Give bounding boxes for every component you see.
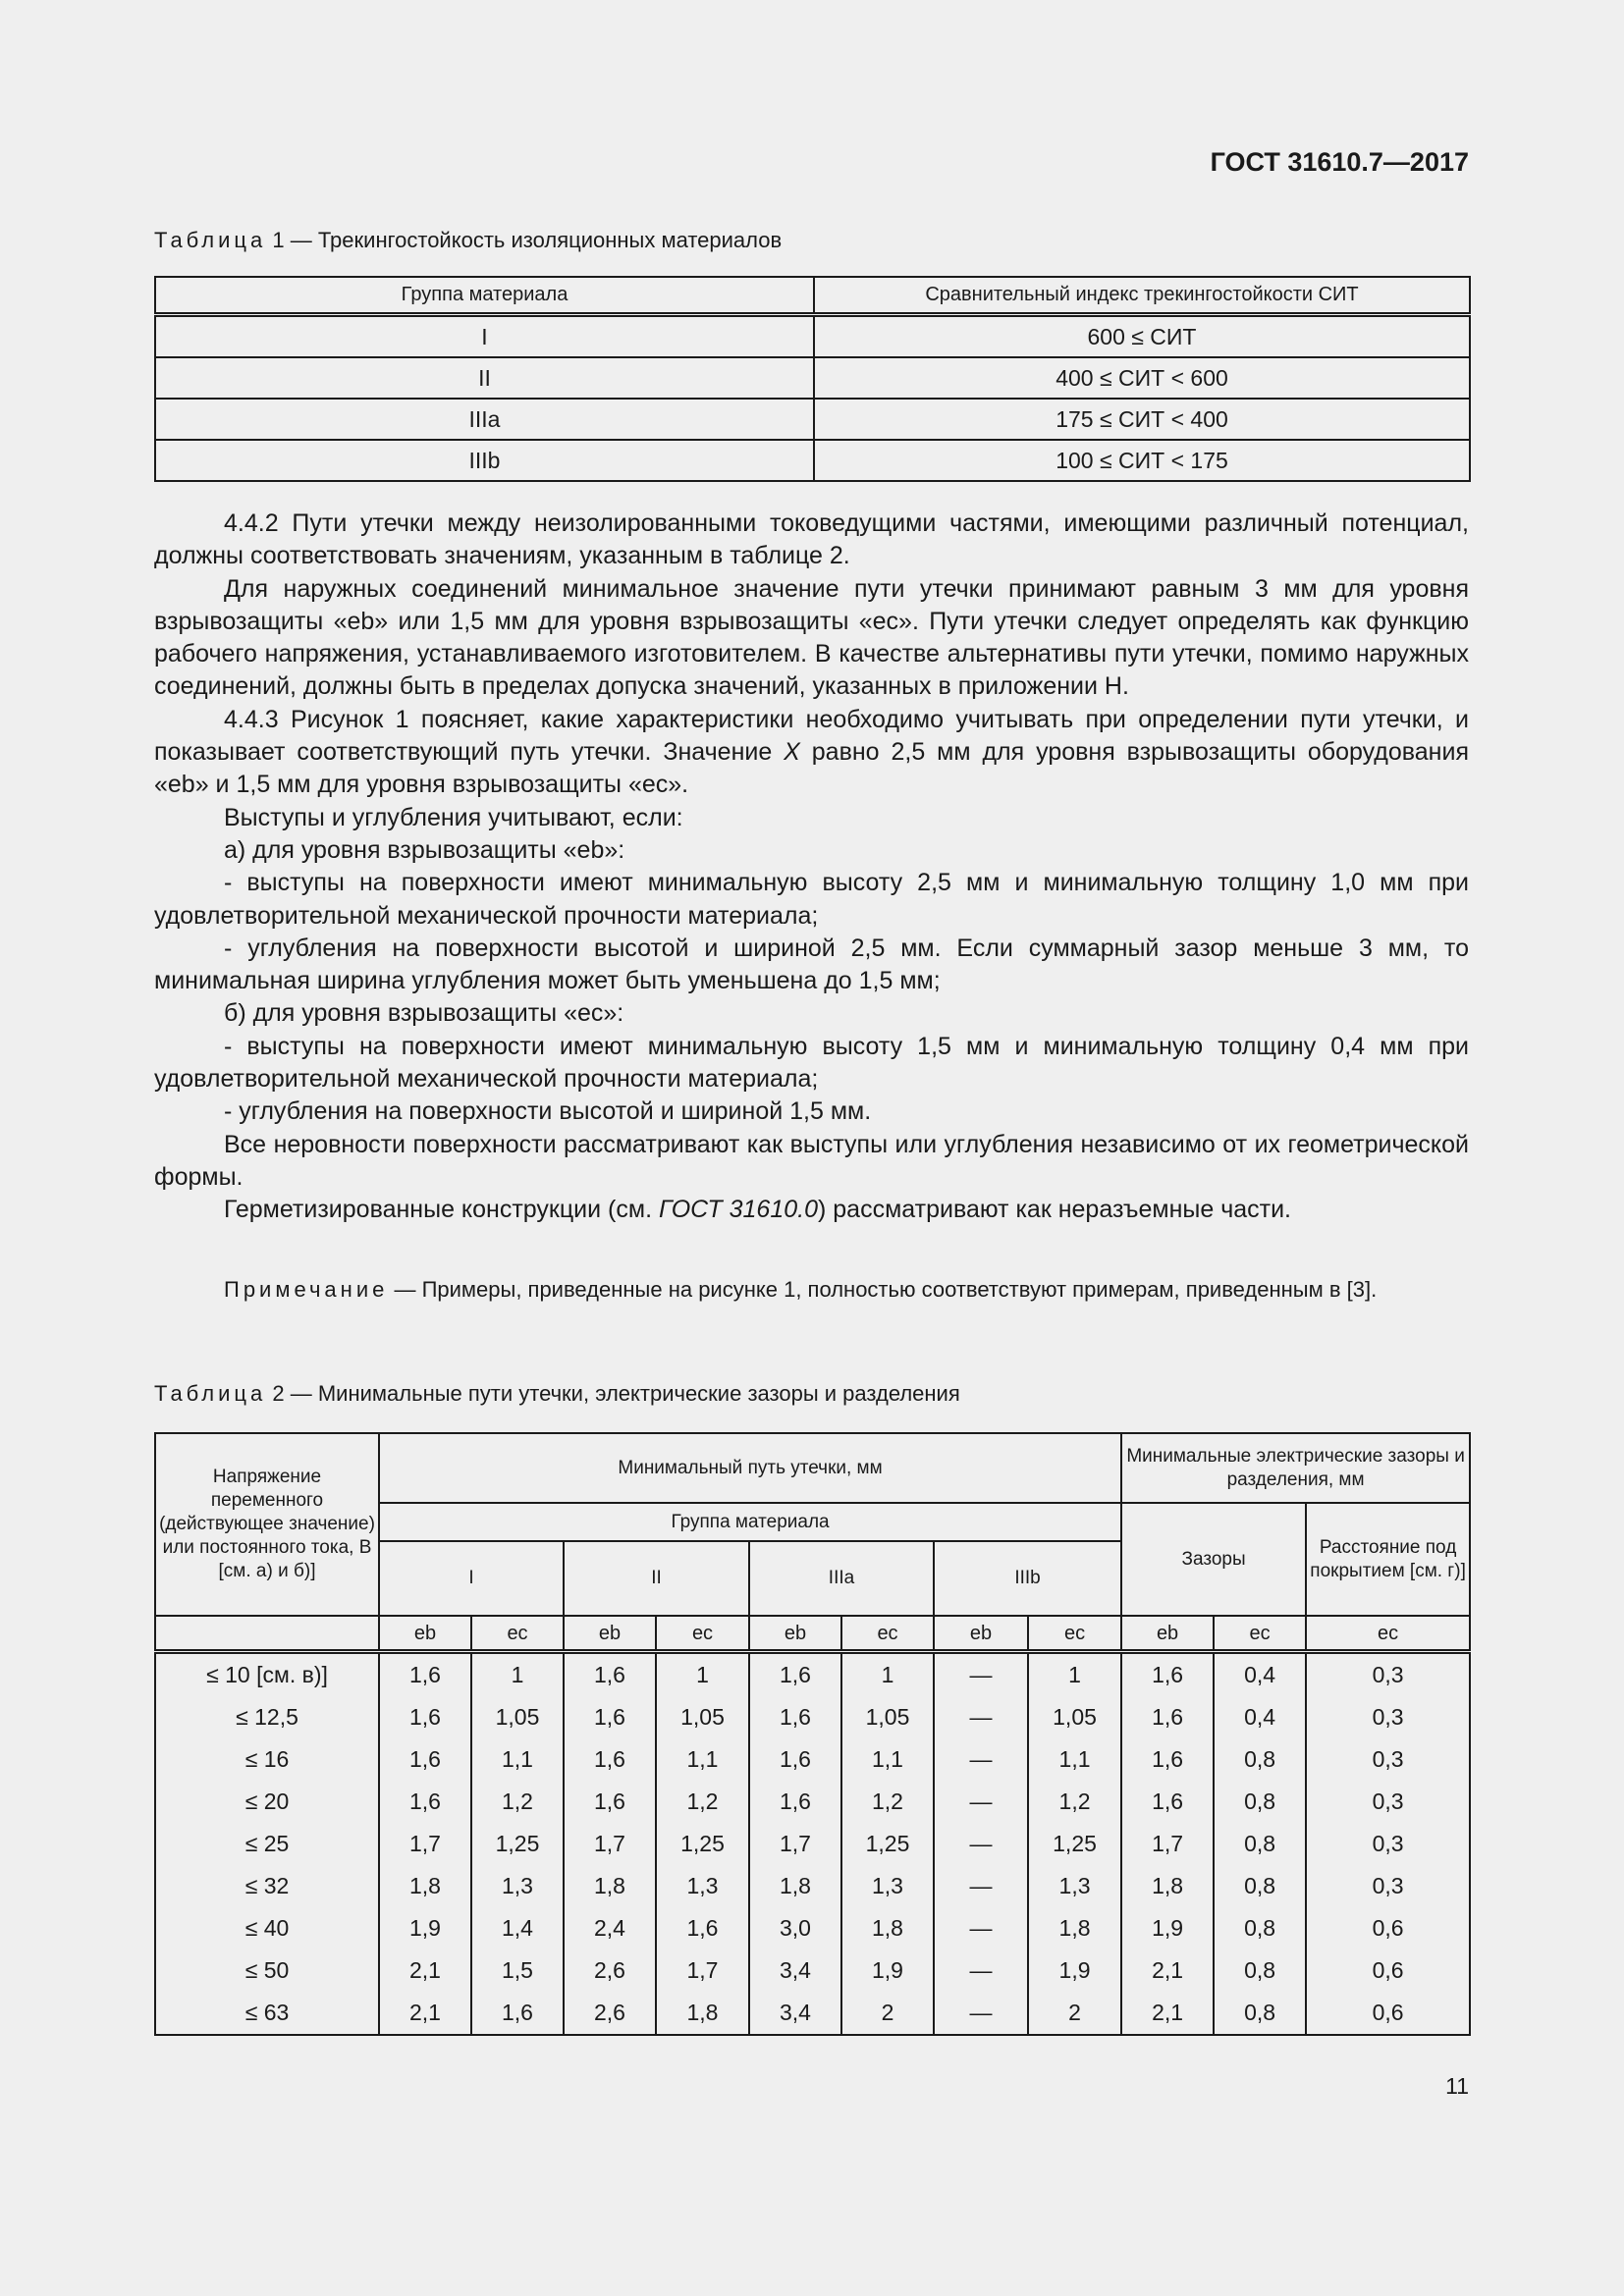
value-cell: 1 <box>841 1652 934 1697</box>
value-cell: — <box>934 1907 1028 1949</box>
value-cell: 0,8 <box>1214 1823 1306 1865</box>
caption-label: Таблица <box>154 1381 267 1406</box>
value-cell: 0,4 <box>1214 1652 1306 1697</box>
tracking-resistance-table <box>154 276 1471 482</box>
value-cell: 1,7 <box>564 1823 656 1865</box>
value-cell: 1,7 <box>379 1823 471 1865</box>
value-cell: 1,25 <box>656 1823 749 1865</box>
value-cell: 1,6 <box>749 1652 841 1697</box>
value-cell: 2,1 <box>1121 1949 1214 1992</box>
paragraph <box>154 704 1469 802</box>
header-cti: Сравнительный индекс трекингостойкости СИТ <box>814 277 1470 315</box>
value-cell: 1,1 <box>841 1738 934 1781</box>
paragraph <box>154 997 1469 1030</box>
value-cell: 2,4 <box>564 1907 656 1949</box>
header-level: ec <box>1028 1616 1121 1652</box>
value-cell: 2,6 <box>564 1992 656 2035</box>
value-cell: 0,8 <box>1214 1907 1306 1949</box>
value-cell: 1,6 <box>1121 1652 1214 1697</box>
value-cell: 3,4 <box>749 1949 841 1992</box>
material-group: II <box>155 357 814 399</box>
note <box>154 1274 1469 1305</box>
cti-value: 175 ≤ СИТ < 400 <box>814 399 1470 440</box>
value-cell: — <box>934 1992 1028 2035</box>
value-cell: 0,3 <box>1306 1696 1470 1738</box>
value-cell: — <box>934 1865 1028 1907</box>
table-row <box>155 1738 1470 1781</box>
table-row <box>155 399 1470 440</box>
value-cell: 0,8 <box>1214 1781 1306 1823</box>
header-empty <box>155 1616 379 1652</box>
value-cell: 1,25 <box>1028 1823 1121 1865</box>
value-cell: 1 <box>656 1652 749 1697</box>
value-cell: — <box>934 1652 1028 1697</box>
value-cell: 2,6 <box>564 1949 656 1992</box>
value-cell: 3,0 <box>749 1907 841 1949</box>
value-cell: 1 <box>471 1652 564 1697</box>
paragraph <box>154 507 1469 573</box>
value-cell: 0,3 <box>1306 1652 1470 1697</box>
value-cell: 0,8 <box>1214 1865 1306 1907</box>
value-cell: 1,6 <box>749 1738 841 1781</box>
table-row <box>155 357 1470 399</box>
table-row <box>155 1823 1470 1865</box>
cti-value: 100 ≤ СИТ < 175 <box>814 440 1470 481</box>
header-group-iiib: IIIb <box>934 1541 1121 1616</box>
voltage-cell: ≤ 25 <box>155 1823 379 1865</box>
value-cell: 0,8 <box>1214 1738 1306 1781</box>
value-cell: 1,6 <box>379 1738 471 1781</box>
value-cell: 1,8 <box>656 1992 749 2035</box>
header-group-i: I <box>379 1541 564 1616</box>
header-voltage: Напряжение переменного (действующее значение) или постоянного тока, В [см. а) и б)] <box>155 1433 379 1616</box>
value-cell: 1,1 <box>1028 1738 1121 1781</box>
voltage-cell: ≤ 32 <box>155 1865 379 1907</box>
value-cell: — <box>934 1949 1028 1992</box>
value-cell: 0,6 <box>1306 1992 1470 2035</box>
value-cell: 1,8 <box>1121 1865 1214 1907</box>
value-cell: 1,1 <box>656 1738 749 1781</box>
header-material-group: Группа материала <box>379 1503 1121 1541</box>
table-row <box>155 1949 1470 1992</box>
value-cell: 1,6 <box>379 1652 471 1697</box>
text-segment: - выступы на поверхности имеют минимальную высоту 2,5 мм и минимальную толщину 1,0 мм при удовлетворительной механической прочности материала; <box>154 869 1469 930</box>
value-cell: 1,1 <box>471 1738 564 1781</box>
table-row <box>155 1781 1470 1823</box>
caption-label: Таблица <box>154 228 267 252</box>
note-text: — Примеры, приведенные на рисунке 1, полностью соответствуют примерам, приведенным в [3]. <box>388 1277 1378 1302</box>
value-cell: 1,3 <box>1028 1865 1121 1907</box>
header-level: ec <box>656 1616 749 1652</box>
value-cell: 1,6 <box>564 1738 656 1781</box>
value-cell: — <box>934 1781 1028 1823</box>
table-row <box>155 1907 1470 1949</box>
table-row <box>155 315 1470 358</box>
header-material-group: Группа материала <box>155 277 814 315</box>
value-cell: 0,6 <box>1306 1907 1470 1949</box>
paragraph <box>154 1129 1469 1195</box>
text-segment: - выступы на поверхности имеют минимальную высоту 1,5 мм и минимальную толщину 0,4 мм при удовлетворительной механической прочности материала; <box>154 1032 1469 1094</box>
text-segment: Выступы и углубления учитывают, если: <box>224 803 683 831</box>
value-cell: — <box>934 1738 1028 1781</box>
body-text <box>154 507 1469 1227</box>
header-level: ec <box>841 1616 934 1652</box>
header-group-ii: II <box>564 1541 749 1616</box>
value-cell: 1,7 <box>1121 1823 1214 1865</box>
value-cell: 1,6 <box>471 1992 564 2035</box>
material-group: IIIb <box>155 440 814 481</box>
paragraph <box>154 933 1469 998</box>
header-level: eb <box>749 1616 841 1652</box>
value-cell: 2 <box>1028 1992 1121 2035</box>
header-level: ec <box>1306 1616 1470 1652</box>
header-creepage: Минимальный путь утечки, мм <box>379 1433 1121 1503</box>
value-cell: 0,8 <box>1214 1949 1306 1992</box>
header-clearance: Минимальные электрические зазоры и разделения, мм <box>1121 1433 1470 1503</box>
text-segment: Все неровности поверхности рассматривают как выступы или углубления независимо от их геометрической формы. <box>154 1130 1469 1191</box>
table1-caption <box>154 228 782 253</box>
header-level: eb <box>379 1616 471 1652</box>
header-level: eb <box>564 1616 656 1652</box>
paragraph <box>154 1095 1469 1128</box>
value-cell: 0,4 <box>1214 1696 1306 1738</box>
text-segment: равно 2,5 мм для уровня взрывозащиты оборудования «eb» и 1,5 мм для уровня взрывозащиты «ec». <box>154 738 1469 799</box>
paragraph <box>154 802 1469 834</box>
value-cell: 1,8 <box>379 1865 471 1907</box>
value-cell: 1,6 <box>749 1781 841 1823</box>
value-cell: 0,3 <box>1306 1738 1470 1781</box>
value-cell: 2,1 <box>1121 1992 1214 2035</box>
text-segment: Для наружных соединений минимальное значение пути утечки принимают равным 3 мм для уровня взрывозащиты «eb» или 1,5 мм для уровня взрывозащиты «ec». Пути утечки следует определять как функцию рабочего напряжения, устанавливаемого изготовителем. В качестве альтернативы пути утечки, помимо наружных соединений, должны быть в пределах допуска значений, указанных в приложении Н. <box>154 574 1469 701</box>
value-cell: — <box>934 1823 1028 1865</box>
table-row <box>155 1992 1470 2035</box>
caption-text: 2 — Минимальные пути утечки, электрические зазоры и разделения <box>272 1381 960 1406</box>
cti-value: 600 ≤ СИТ <box>814 315 1470 358</box>
value-cell: 1,6 <box>1121 1738 1214 1781</box>
value-cell: 1,6 <box>564 1696 656 1738</box>
value-cell: 1,3 <box>471 1865 564 1907</box>
value-cell: 1,7 <box>749 1823 841 1865</box>
value-cell: 1,2 <box>1028 1781 1121 1823</box>
value-cell: 0,3 <box>1306 1823 1470 1865</box>
value-cell: 1,9 <box>1028 1949 1121 1992</box>
value-cell: 1,6 <box>564 1652 656 1697</box>
value-cell: 2,1 <box>379 1992 471 2035</box>
value-cell: 1,6 <box>379 1781 471 1823</box>
text-segment: X <box>784 738 800 767</box>
material-group: IIIa <box>155 399 814 440</box>
value-cell: 1,6 <box>379 1696 471 1738</box>
value-cell: 1,2 <box>656 1781 749 1823</box>
header-level: ec <box>1214 1616 1306 1652</box>
voltage-cell: ≤ 63 <box>155 1992 379 2035</box>
voltage-cell: ≤ 12,5 <box>155 1696 379 1738</box>
value-cell: 1,25 <box>841 1823 934 1865</box>
text-segment: 4.4.2 Пути утечки между неизолированными токоведущими частями, имеющими различный потенциал, должны соответствовать значениям, указанным в таблице 2. <box>154 509 1469 570</box>
header-level: eb <box>934 1616 1028 1652</box>
value-cell: 0,6 <box>1306 1949 1470 1992</box>
text-segment: ) рассматривают как неразъемные части. <box>818 1196 1291 1224</box>
value-cell: 1 <box>1028 1652 1121 1697</box>
voltage-cell: ≤ 10 [см. в)] <box>155 1652 379 1697</box>
value-cell: 1,2 <box>841 1781 934 1823</box>
voltage-cell: ≤ 20 <box>155 1781 379 1823</box>
table2-caption <box>154 1381 960 1407</box>
text-segment: - углубления на поверхности высотой и шириной 1,5 мм. <box>224 1097 872 1126</box>
note-label: Примечание <box>224 1277 389 1302</box>
header-level: ec <box>471 1616 564 1652</box>
paragraph <box>154 1194 1469 1226</box>
value-cell: 0,3 <box>1306 1865 1470 1907</box>
value-cell: 1,6 <box>1121 1781 1214 1823</box>
voltage-cell: ≤ 40 <box>155 1907 379 1949</box>
text-segment: - углубления на поверхности высотой и шириной 2,5 мм. Если суммарный зазор меньше 3 мм, то минимальная ширина углубления может быть уменьшена до 1,5 мм; <box>154 934 1469 995</box>
header-gaps: Зазоры <box>1121 1503 1306 1616</box>
value-cell: 1,4 <box>471 1907 564 1949</box>
paragraph <box>154 1031 1469 1096</box>
value-cell: 1,8 <box>749 1865 841 1907</box>
table-row <box>155 1652 1470 1697</box>
header-level: eb <box>1121 1616 1214 1652</box>
header-coating-distance: Расстояние под покрытием [см. г)] <box>1306 1503 1470 1616</box>
value-cell: 1,9 <box>841 1949 934 1992</box>
table-row <box>155 1696 1470 1738</box>
text-segment: б) для уровня взрывозащиты «ec»: <box>224 999 624 1028</box>
value-cell: 1,5 <box>471 1949 564 1992</box>
value-cell: 1,6 <box>564 1781 656 1823</box>
value-cell: 1,6 <box>656 1907 749 1949</box>
value-cell: 1,6 <box>1121 1696 1214 1738</box>
value-cell: 0,8 <box>1214 1992 1306 2035</box>
text-segment: 4.4.3 Рисунок 1 поясняет, какие характеристики необходимо учитывать при определении пути утечки, и показывает соответствующий путь утечки. Значение <box>154 705 1469 767</box>
text-segment: ГОСТ 31610.0 <box>658 1196 818 1224</box>
value-cell: 1,05 <box>656 1696 749 1738</box>
creepage-clearance-table <box>154 1432 1471 2036</box>
value-cell: 1,3 <box>656 1865 749 1907</box>
page-number: 11 <box>1445 2073 1469 2099</box>
value-cell: 1,25 <box>471 1823 564 1865</box>
value-cell: 1,05 <box>1028 1696 1121 1738</box>
caption-text: 1 — Трекингостойкость изоляционных материалов <box>272 228 783 252</box>
value-cell: 0,3 <box>1306 1781 1470 1823</box>
voltage-cell: ≤ 16 <box>155 1738 379 1781</box>
text-segment: Герметизированные конструкции (см. <box>224 1196 659 1224</box>
value-cell: 1,8 <box>1028 1907 1121 1949</box>
header-group-iiia: IIIa <box>749 1541 934 1616</box>
paragraph <box>154 867 1469 933</box>
value-cell: 1,6 <box>749 1696 841 1738</box>
document-code: ГОСТ 31610.7—2017 <box>1210 147 1469 177</box>
table-row <box>155 440 1470 481</box>
paragraph <box>154 834 1469 867</box>
value-cell: 1,7 <box>656 1949 749 1992</box>
table-row <box>155 1865 1470 1907</box>
value-cell: 1,9 <box>379 1907 471 1949</box>
value-cell: 1,8 <box>564 1865 656 1907</box>
text-segment: а) для уровня взрывозащиты «eb»: <box>224 835 625 864</box>
value-cell: 2,1 <box>379 1949 471 1992</box>
value-cell: — <box>934 1696 1028 1738</box>
value-cell: 1,05 <box>841 1696 934 1738</box>
value-cell: 1,2 <box>471 1781 564 1823</box>
value-cell: 1,3 <box>841 1865 934 1907</box>
cti-value: 400 ≤ СИТ < 600 <box>814 357 1470 399</box>
value-cell: 1,9 <box>1121 1907 1214 1949</box>
paragraph <box>154 573 1469 704</box>
material-group: I <box>155 315 814 358</box>
value-cell: 3,4 <box>749 1992 841 2035</box>
value-cell: 1,8 <box>841 1907 934 1949</box>
voltage-cell: ≤ 50 <box>155 1949 379 1992</box>
value-cell: 2 <box>841 1992 934 2035</box>
value-cell: 1,05 <box>471 1696 564 1738</box>
